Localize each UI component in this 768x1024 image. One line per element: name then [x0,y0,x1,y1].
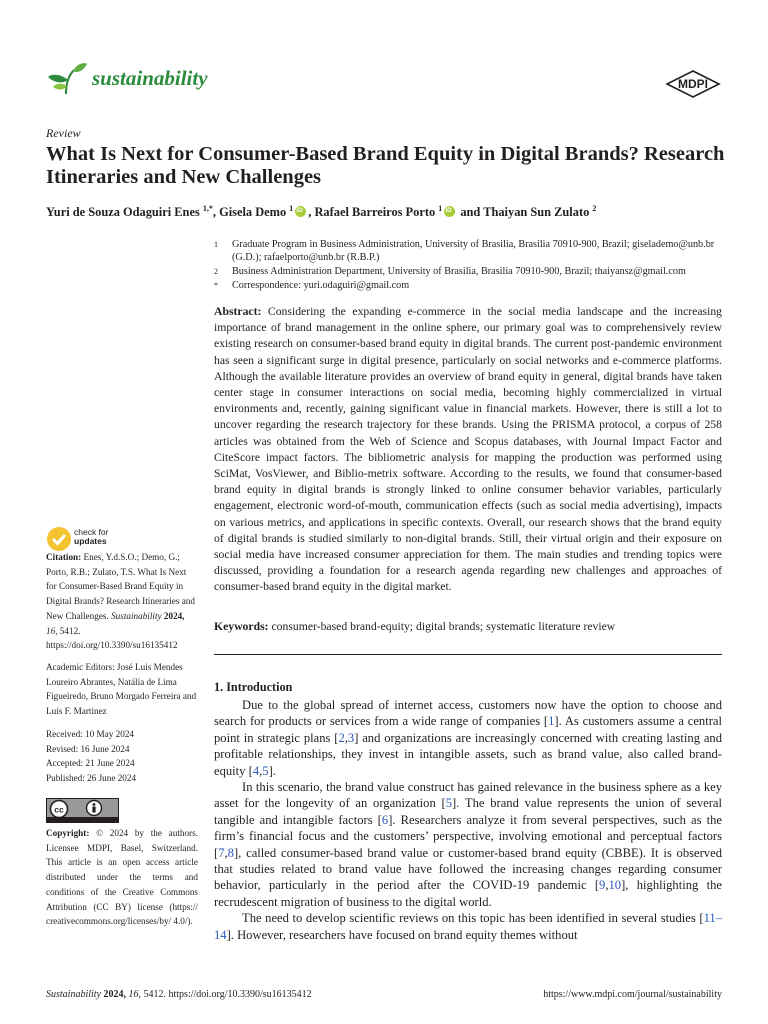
publication-dates [46,727,198,786]
abstract-label: Abstract: [214,305,262,318]
author-affiliation-mark: 1 [289,204,294,213]
citation-block: Citation: Enes, Y.d.S.O.; Demo, G.; Porto, R.B.; Zulato, T.S. What Is Next for Consumer-Based Brand Equity in Digital Brands? Research Itineraries and New Challenges. Sustainability 2024, 16, 5412. https://doi.org/10.3390/su16135412 [46,552,195,651]
reference-link[interactable]: 5 [445,796,453,811]
author-name: Yuri de Souza Odaguiri Enes [46,205,203,220]
author-affiliation-mark: 1 [438,204,443,213]
svg-text:cc: cc [54,804,64,815]
orcid-icon[interactable] [295,206,306,217]
reference-link[interactable]: 3 [347,730,355,745]
reference-link[interactable]: 5 [262,763,269,778]
author-affiliation-mark: 2 [592,204,597,213]
keywords-text: consumer-based brand-equity; digital brands; systematic literature review [271,620,616,633]
article-type: Review [46,126,81,140]
date-published: Published: 26 June 2024 [46,773,137,784]
article-title: What Is Next for Consumer-Based Brand Equity in Digital Brands? Research Itineraries and New Challenges [46,143,725,188]
reference-link[interactable]: 9 [599,878,606,893]
date-accepted: Accepted: 21 June 2024 [46,758,135,769]
section-heading-introduction: 1. Introduction [214,680,293,694]
date-revised: Revised: 16 June 2024 [46,743,130,754]
divider [214,654,722,655]
reference-link[interactable]: 7 [218,845,225,860]
body-paragraph: The need to develop scientific reviews on this topic has been identified in several studies [11–14]. However, researchers have focused on brand equity themes without [214,911,722,942]
affiliation-2: 2 Business Administration Department, University of Brasilia, Brasilia 70910-900, Brazil; thaiyansz@gmail.com [214,266,686,277]
keywords [214,620,722,633]
reference-link[interactable]: 4 [252,763,260,778]
mdpi-logo[interactable] [664,70,722,98]
reference-link[interactable]: 10 [608,878,622,893]
affiliation-1: 1 Graduate Program in Business Administration, University of Brasilia, Brasilia 70910-900, Brazil; giselademo@unb.br (G.D.); rafaelporto@unb.br (R.B.P.) [214,239,715,264]
academic-editors: Academic Editors: José Luis Mendes Loureiro Abrantes, Natália de Lima Figueiredo, Bruno Morgado Ferreira and Luís F. Martinez [46,662,197,717]
orcid-icon[interactable] [444,206,455,217]
author-name: Thaiyan Sun Zulato [483,205,593,220]
keywords-label: Keywords: [214,620,269,633]
footer-journal-url[interactable]: https://www.mdpi.com/journal/sustainability [543,989,722,1000]
reference-link[interactable]: 2 [338,730,345,745]
author-list: Yuri de Souza Odaguiri Enes $^{1,*}$, Gisela Demo $^1$iD , Rafael Barreiros Porto $^1$iD and Thaiyan Sun Zulato $^2$ [46,204,596,220]
author-name: Gisela Demo [219,205,290,220]
body-paragraph: Due to the global spread of internet access, customers now have the option to choose and search for products or services from a wide range of companies [1]. As customers assume a central point in strategic plans [2,3] and organizations are increasingly concerned with creating lasting and profitable relationships, they invest in intangible assets, such as brand value, also called brand-equity [4,5]. [214,698,723,778]
reference-link[interactable]: 11–14 [214,911,722,942]
reference-link[interactable]: 8 [227,845,234,860]
reference-link[interactable]: 1 [548,714,555,729]
author-name: Rafael Barreiros Porto [314,205,439,220]
cc-by-license-icon[interactable] [46,798,119,823]
check-label-1: check for [74,527,109,537]
date-received: Received: 10 May 2024 [46,729,135,739]
author-affiliation-mark: 1,* [202,204,213,213]
copyright-notice: Copyright: © 2024 by the authors. Licensee MDPI, Basel, Switzerland. This article is an open access article distributed under the terms and conditions of the Creative Commons Attribution (CC BY) license (https:// creativecommons.org/licenses/by/ 4.0/). [46,828,198,927]
body-paragraph: In this scenario, the brand value construct has gained relevance in the business sphere as a key asset for the longevity of an organization [5]. The brand value represents the union of several tangible and intangible factors [6]. Researchers analyze it from several perspectives, such as the firm’s financial focus and the customers’ perspective, involving emotional and perceptual factors [7,8], called consumer-based brand value or customer-based brand equity (CBBE). It is observed that studies related to brand value have followed the increasing changes regarding consumer behavior, particularly in the period after the COVID-19 pandemic [9,10], highlighting the recrudescent migration of business to the digital world. [214,780,722,909]
footer-citation: Sustainability 2024, 16, 5412. https://doi.org/10.3390/su16135412 [46,989,312,1000]
correspondence: * Correspondence: yuri.odaguiri@gmail.com [214,280,410,291]
svg-text:MDPI: MDPI [678,77,708,91]
reference-link[interactable]: 6 [381,812,389,827]
journal-leaf-logo [46,60,88,96]
check-icon [46,526,72,552]
journal-name[interactable]: sustainability [92,66,208,90]
check-label-2: updates [74,536,107,546]
abstract-text: Considering the expanding e-commerce in the social media landscape and the increasing importance of brand management in the online sphere, our primary goal was to comprehensively review existing research on consumer-based brand equity in digital brands. The current post-pandemic environment has seen a significant surge in digital presence, particularly on social networks and e-commerce platforms. Although the available literature provides an overview of brand equity in general, digital brands have taken center stage in consumer interactions on social media, becoming highly commercialized in virtual environments and, recently, gaining significant value in financial markets. However, there is still a lot to uncover regarding the research trajectory for these brands. Using the PRISMA protocol, a corpus of 258 articles was obtained from the Web of Science and Scopus databases, with Journal Impact Factor and CiteScore impact factors. The bibliometric analysis for mapping the production was performed using SciMat, VosViewer, and Biblio-metrix software. According to the results, we found that consumer-based brand equity in digital brands is strongly linked to online consumer behavior variables, particularly engagement, electronic word-of-mouth, communication effects (such as social media advertising), impacts on various metrics, and applications in specific contexts. Overall, our research shows that the brand equity of digital brands is studied similarly to non-digital brands. Still, their virtual origin and their exposure on social media have increased consumer appreciation for them. The main studies and trending topics were discussed, providing a foundation for a research agenda regarding new challenges and approaches of consumer-based brand equity in the digital market. [214,305,723,594]
introduction-body [214,697,722,943]
abstract [214,304,722,596]
